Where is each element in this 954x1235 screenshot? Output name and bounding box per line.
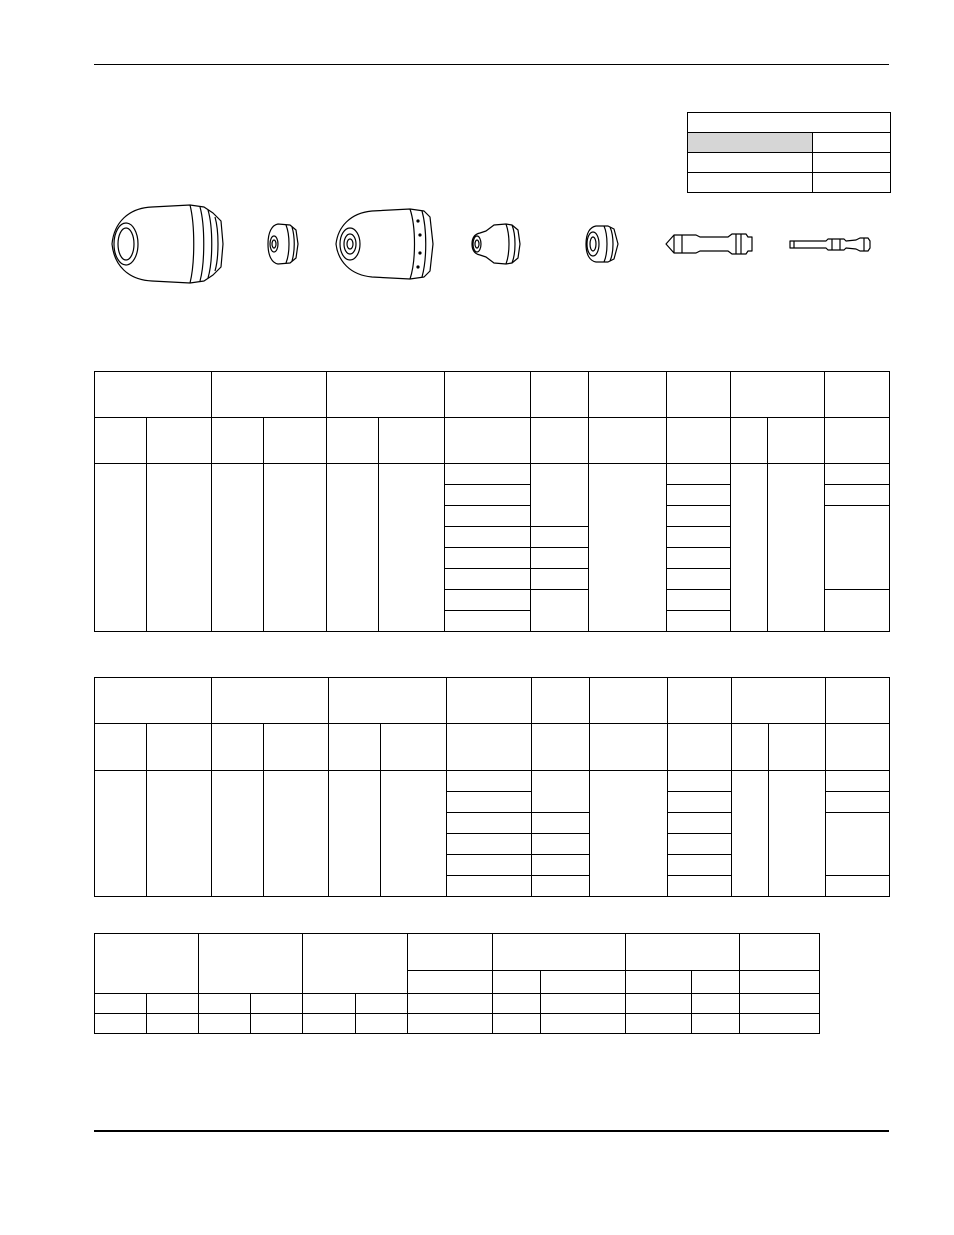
body-cell — [95, 771, 147, 897]
body-cell — [590, 771, 668, 897]
header-cell — [212, 678, 329, 724]
header-cell — [825, 372, 890, 418]
body-cell — [668, 771, 732, 792]
legend-cell — [813, 153, 891, 173]
body-cell — [264, 771, 329, 897]
body-cell — [667, 506, 731, 527]
body-cell — [769, 771, 826, 897]
body-cell — [825, 506, 890, 590]
header-cell — [826, 678, 890, 724]
body-cell — [667, 569, 731, 590]
body-cell — [626, 994, 692, 1014]
body-cell — [825, 464, 890, 485]
body-cell — [692, 994, 740, 1014]
subheader-cell — [147, 724, 212, 771]
body-cell — [447, 855, 532, 876]
body-cell — [147, 994, 199, 1014]
legend-cell — [688, 153, 813, 173]
subheader-cell — [769, 724, 826, 771]
body-cell — [826, 792, 890, 813]
electrode-icon — [666, 234, 752, 254]
body-cell — [447, 813, 532, 834]
body-cell — [264, 464, 327, 632]
legend-cell — [813, 173, 891, 193]
body-cell — [731, 464, 768, 632]
header-cell — [589, 372, 667, 418]
header-cell — [329, 678, 447, 724]
subheader-cell — [667, 418, 731, 464]
body-cell — [668, 792, 732, 813]
body-cell — [251, 994, 303, 1014]
header-cell — [95, 678, 212, 724]
body-cell — [732, 771, 769, 897]
body-cell — [692, 1014, 740, 1034]
subheader-cell — [731, 418, 768, 464]
subheader-cell — [445, 418, 531, 464]
body-cell — [303, 994, 356, 1014]
body-cell — [531, 527, 589, 548]
retaining-cap-icon — [336, 209, 433, 279]
body-cell — [532, 855, 590, 876]
header-cell — [303, 934, 408, 994]
body-cell — [668, 813, 732, 834]
body-cell — [541, 994, 626, 1014]
header-cell — [731, 372, 825, 418]
subheader-cell — [95, 418, 147, 464]
body-cell — [532, 876, 590, 897]
body-cell — [589, 464, 667, 632]
body-cell — [825, 590, 890, 632]
nozzle-icon — [472, 224, 520, 264]
header-cell — [212, 372, 327, 418]
body-cell — [826, 771, 890, 792]
header-cell — [626, 934, 740, 971]
subheader-cell — [531, 418, 589, 464]
body-cell — [447, 792, 532, 813]
subheader-cell — [212, 418, 264, 464]
subheader-cell — [590, 724, 668, 771]
legend-table — [687, 112, 891, 193]
body-cell — [147, 1014, 199, 1034]
body-cell — [447, 876, 532, 897]
parts-table-1 — [94, 371, 890, 632]
subheader-cell — [408, 971, 493, 994]
body-cell — [379, 464, 445, 632]
water-tube-icon — [790, 238, 870, 251]
body-cell — [667, 464, 731, 485]
subheader-cell — [379, 418, 445, 464]
body-cell — [95, 994, 147, 1014]
subheader-cell — [327, 418, 379, 464]
body-cell — [408, 994, 493, 1014]
body-cell — [381, 771, 447, 897]
legend-title-cell — [688, 113, 891, 133]
body-cell — [356, 994, 408, 1014]
body-cell — [667, 590, 731, 611]
parts-table-3 — [94, 933, 820, 1034]
header-cell — [590, 678, 668, 724]
header-cell — [445, 372, 531, 418]
body-cell — [445, 464, 531, 485]
subheader-cell — [740, 971, 820, 994]
subheader-cell — [541, 971, 626, 994]
body-cell — [667, 548, 731, 569]
subheader-cell — [589, 418, 667, 464]
consumable-parts-figure — [100, 195, 890, 300]
legend-cell — [688, 173, 813, 193]
body-cell — [147, 464, 212, 632]
body-cell — [447, 834, 532, 855]
footer-rule — [94, 1130, 889, 1132]
body-cell — [740, 1014, 820, 1034]
subheader-cell — [264, 418, 327, 464]
subheader-cell — [692, 971, 740, 994]
body-cell — [327, 464, 379, 632]
subheader-cell — [381, 724, 447, 771]
swirl-ring-icon — [586, 226, 618, 262]
subheader-cell — [212, 724, 264, 771]
body-cell — [668, 855, 732, 876]
body-cell — [531, 590, 589, 632]
body-cell — [329, 771, 381, 897]
body-cell — [95, 464, 147, 632]
subheader-cell — [825, 418, 890, 464]
body-cell — [531, 464, 589, 527]
body-cell — [826, 876, 890, 897]
subheader-cell — [668, 724, 732, 771]
body-cell — [445, 569, 531, 590]
body-cell — [668, 834, 732, 855]
header-cell — [667, 372, 731, 418]
body-cell — [445, 590, 531, 611]
shield-cap-icon — [268, 224, 298, 264]
subheader-cell — [768, 418, 825, 464]
body-cell — [445, 527, 531, 548]
body-cell — [532, 834, 590, 855]
subheader-cell — [329, 724, 381, 771]
header-rule — [94, 64, 889, 65]
body-cell — [826, 813, 890, 876]
header-cell — [95, 372, 212, 418]
body-cell — [541, 1014, 626, 1034]
subheader-cell — [532, 724, 590, 771]
header-cell — [199, 934, 303, 994]
body-cell — [532, 813, 590, 834]
body-cell — [95, 1014, 147, 1034]
body-cell — [667, 527, 731, 548]
header-cell — [740, 934, 820, 971]
body-cell — [303, 1014, 356, 1034]
body-cell — [447, 771, 532, 792]
body-cell — [445, 485, 531, 506]
header-cell — [531, 372, 589, 418]
header-cell — [447, 678, 532, 724]
body-cell — [768, 464, 825, 632]
body-cell — [532, 771, 590, 813]
subheader-cell — [626, 971, 692, 994]
body-cell — [356, 1014, 408, 1034]
subheader-cell — [264, 724, 329, 771]
body-cell — [445, 611, 531, 632]
subheader-cell — [95, 724, 147, 771]
parts-table-2 — [94, 677, 890, 897]
body-cell — [667, 485, 731, 506]
body-cell — [740, 994, 820, 1014]
header-cell — [408, 934, 493, 971]
header-cell — [95, 934, 199, 994]
subheader-cell — [447, 724, 532, 771]
body-cell — [493, 994, 541, 1014]
header-cell — [493, 934, 626, 971]
body-cell — [626, 1014, 692, 1034]
body-cell — [668, 876, 732, 897]
body-cell — [667, 611, 731, 632]
body-cell — [199, 1014, 251, 1034]
body-cell — [408, 1014, 493, 1034]
body-cell — [531, 569, 589, 590]
body-cell — [493, 1014, 541, 1034]
header-cell — [327, 372, 445, 418]
header-cell — [732, 678, 826, 724]
body-cell — [147, 771, 212, 897]
legend-cell — [688, 133, 813, 153]
subheader-cell — [493, 971, 541, 994]
body-cell — [825, 485, 890, 506]
body-cell — [445, 548, 531, 569]
body-cell — [212, 771, 264, 897]
header-cell — [532, 678, 590, 724]
header-cell — [668, 678, 732, 724]
body-cell — [445, 506, 531, 527]
body-cell — [212, 464, 264, 632]
legend-cell — [813, 133, 891, 153]
subheader-cell — [147, 418, 212, 464]
subheader-cell — [732, 724, 769, 771]
shield-icon — [112, 205, 223, 283]
body-cell — [531, 548, 589, 569]
body-cell — [251, 1014, 303, 1034]
body-cell — [199, 994, 251, 1014]
subheader-cell — [826, 724, 890, 771]
